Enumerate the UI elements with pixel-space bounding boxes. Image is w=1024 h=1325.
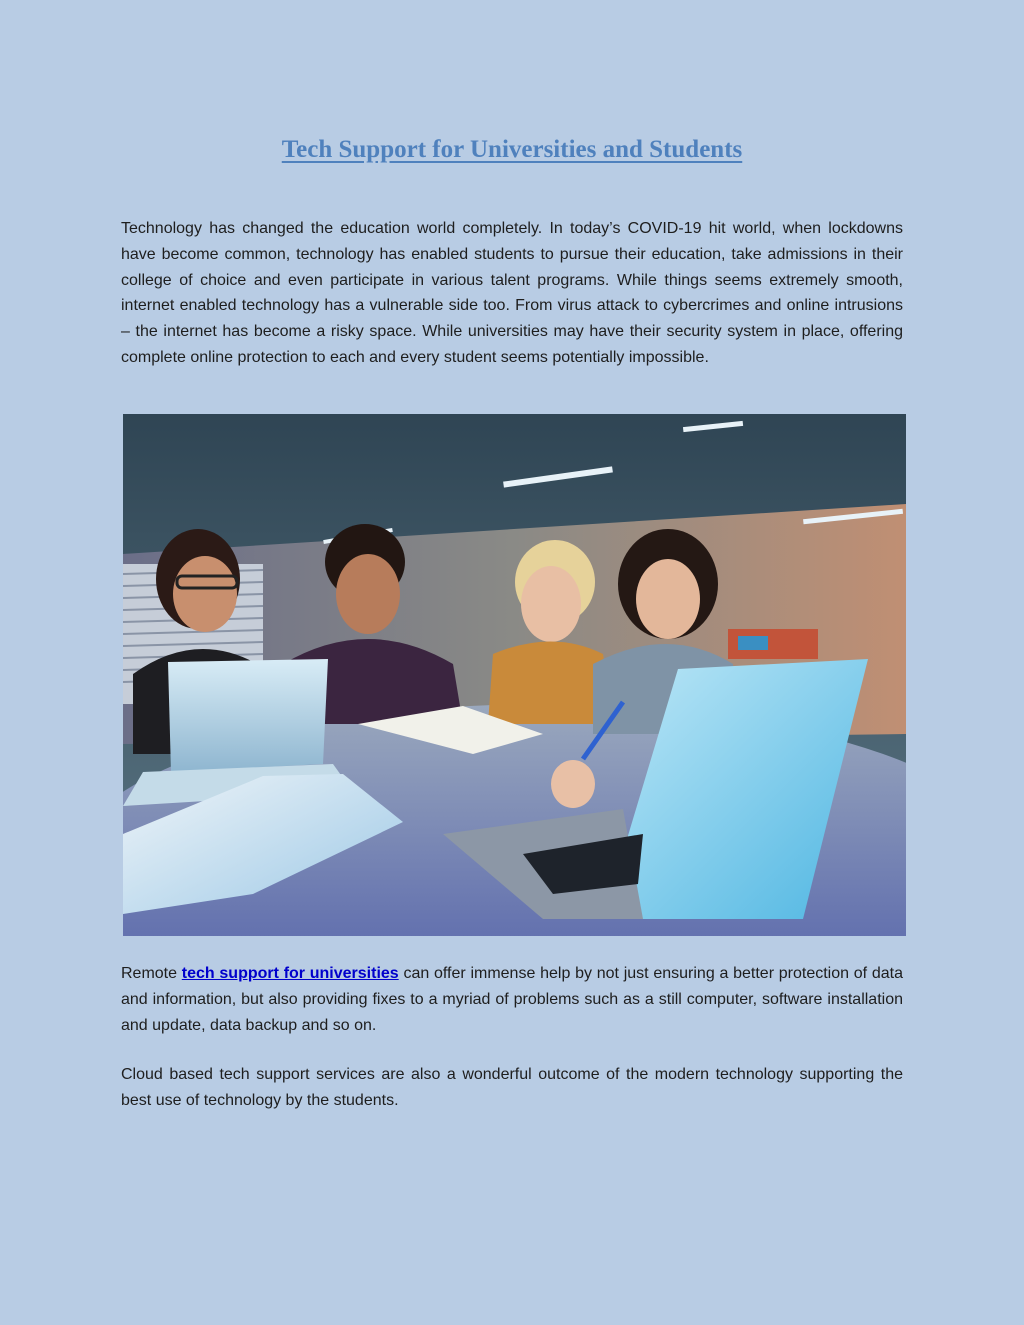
cloud-support-paragraph: Cloud based tech support services are also a wonderful outcome of the modern technology supporting the best use of technology by the students. <box>121 1066 903 1109</box>
remote-prefix-text: Remote <box>121 965 182 982</box>
remote-support-paragraph <box>121 961 903 1038</box>
remote-suffix-text: can offer immense help by not just ensuring a better protection of data and information, but also providing fixes to a myriad of problems such as a still computer, software installation and update, data backup and so on. <box>121 965 903 1034</box>
tech-support-universities-link[interactable]: tech support for universities <box>181 965 399 982</box>
intro-paragraph: Technology has changed the education world completely. In today’s COVID-19 hit world, when lockdowns have become common, technology has enabled students to pursue their education, take admissions in their college of choice and even participate in various talent programs. While things seems extremely smooth, internet enabled technology has a vulnerable side too. From virus attack to cybercrimes and online intrusions – the internet has become a risky space. While universities may have their security system in place, offering complete online protection to each and every student seems potentially impossible. <box>121 220 903 366</box>
page-title: Tech Support for Universities and Students <box>281 136 743 163</box>
students-laptops-photo <box>123 414 906 936</box>
